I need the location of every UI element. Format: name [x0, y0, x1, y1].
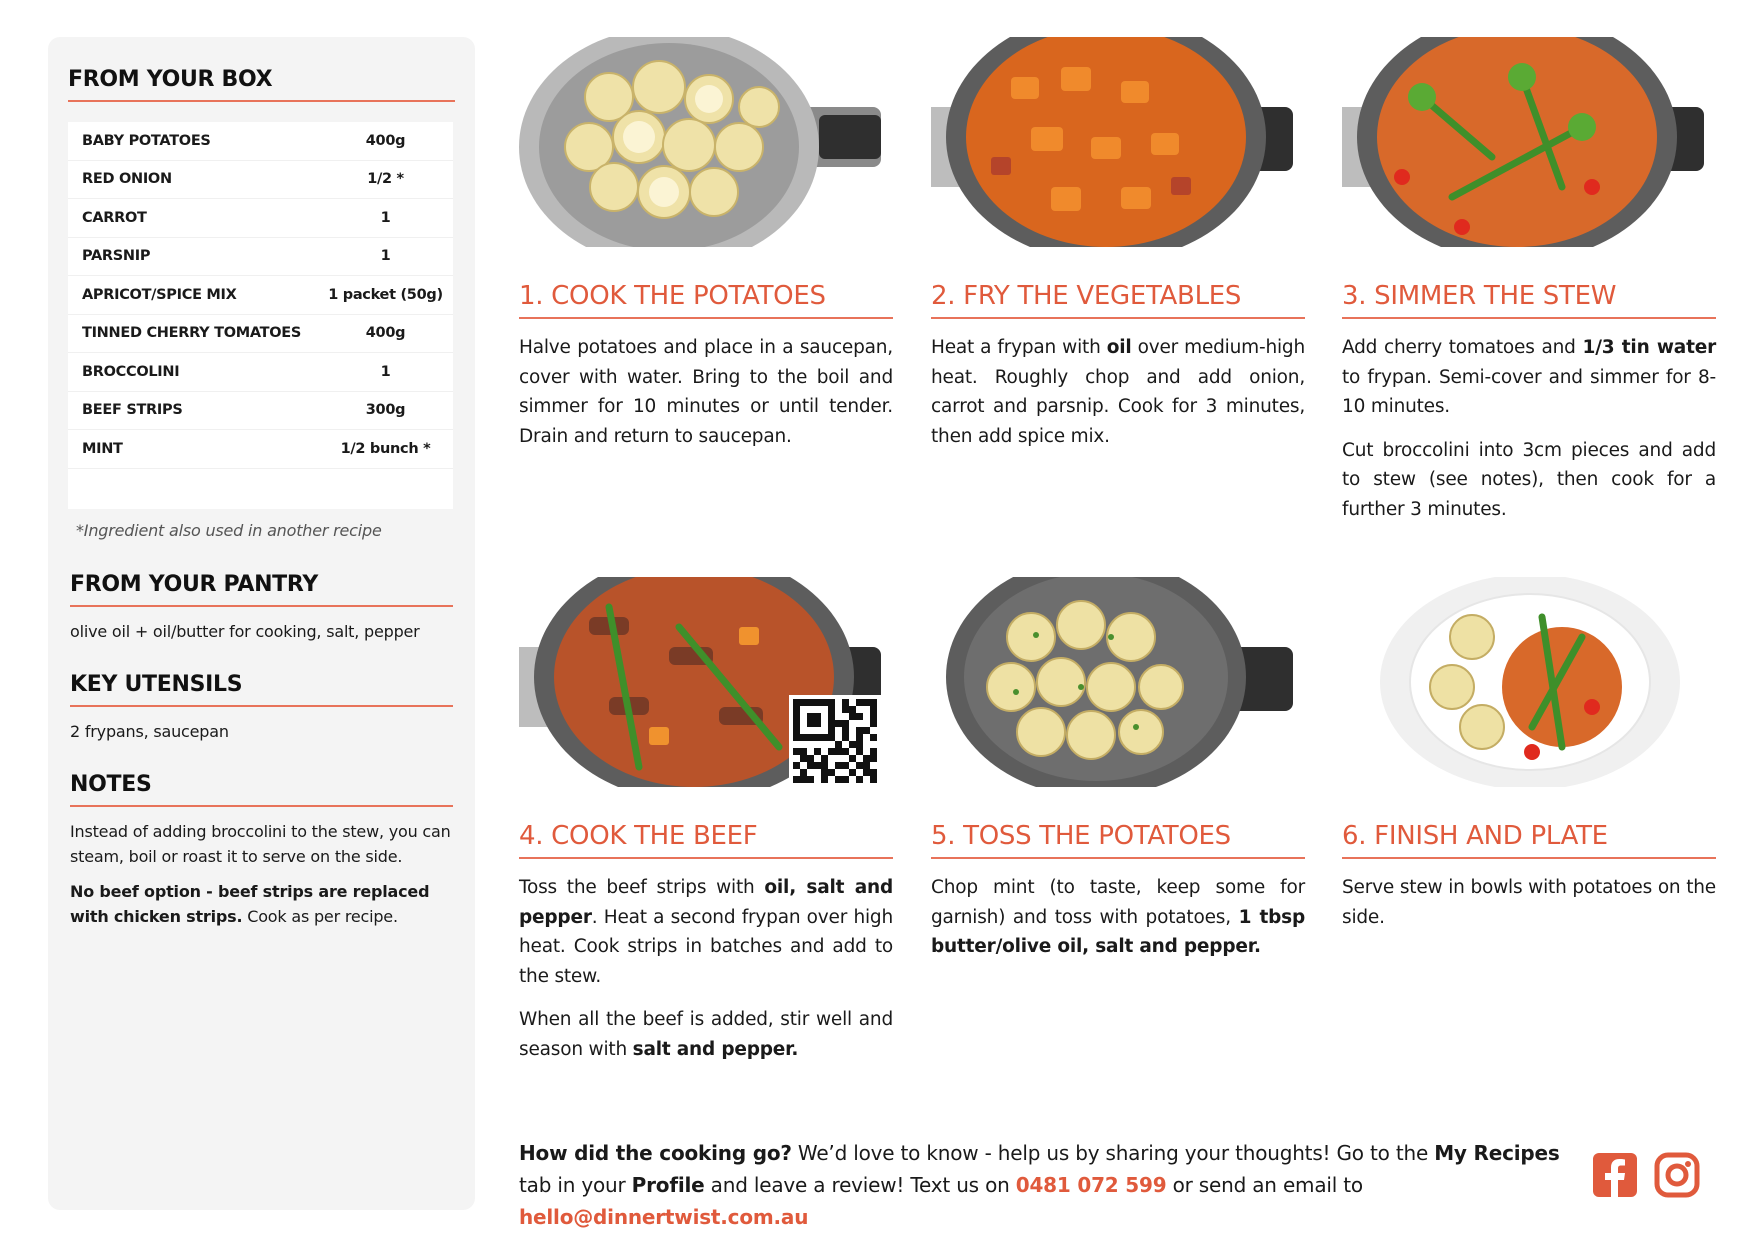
step-bold-text: 1/3 tin water [1582, 337, 1717, 358]
step-paragraph [519, 333, 893, 451]
pantry-section [70, 572, 453, 644]
step-text: Add cherry tomatoes and [1342, 337, 1583, 358]
ingredient-qty: 1/2 bunch * [340, 440, 431, 457]
simmering-stew-image [1342, 37, 1704, 247]
step-5 [931, 577, 1305, 962]
step-3-photo [1342, 37, 1704, 247]
ingredient-qty: 1 [380, 248, 391, 265]
step-6 [1342, 577, 1716, 932]
step-text: Toss the beef strips with [519, 877, 765, 898]
footer-text-3: and leave a review! Text us on [704, 1173, 1016, 1197]
ingredient-row [68, 161, 453, 200]
ingredient-qty: 1 [380, 209, 391, 226]
step-text: to frypan. Semi-cover and simmer for 8-10 minutes. [1342, 366, 1716, 417]
step-3-body [1342, 333, 1716, 524]
plated-dish-image [1342, 577, 1704, 787]
footer-text-2: tab in your [519, 1173, 632, 1197]
ingredient-row [68, 276, 453, 315]
ingredient-qty: 1/2 * [367, 171, 404, 188]
ingredient-name: APRICOT/SPICE MIX [82, 286, 237, 303]
ingredient-name: BEEF STRIPS [82, 402, 183, 419]
ingredient-qty: 400g [365, 325, 406, 342]
step-6-body [1342, 873, 1716, 932]
step-5-photo [931, 577, 1293, 787]
step-2-title: 2. FRY THE VEGETABLES [931, 281, 1305, 319]
step-text: Chop mint (to taste, keep some for garnish) and toss with potatoes, [931, 877, 1305, 928]
step-2 [931, 37, 1305, 451]
feedback-footer [519, 1137, 1569, 1233]
footer-text-1: We’d love to know - help us by sharing your thoughts! Go to the [791, 1141, 1435, 1165]
notes-text-1: Instead of adding broccolini to the stew, you can steam, boil or roast it to serve on the side. [70, 821, 451, 866]
step-bold-text: 1 tbsp butter/olive oil, salt and pepper. [931, 906, 1305, 957]
utensils-section [70, 672, 453, 744]
step-bold-text: oil [1106, 337, 1132, 358]
step-4-photo [519, 577, 881, 787]
step-text: Halve potatoes and place in a saucepan, cover with water. Bring to the boil and simmer for 10 minutes or until tender. Drain and return to saucepan. [519, 337, 893, 447]
fried-vegetables-image [931, 37, 1293, 247]
step-6-title: 6. FINISH AND PLATE [1342, 821, 1716, 859]
ingredient-qty: 1 packet (50g) [328, 286, 443, 303]
step-3-title: 3. SIMMER THE STEW [1342, 281, 1716, 319]
ingredient-name: PARSNIP [82, 248, 151, 265]
step-6-photo [1342, 577, 1704, 787]
ingredient-name: BROCCOLINI [82, 363, 180, 380]
phone-link[interactable]: 0481 072 599 [1015, 1173, 1167, 1197]
notes-bold-text: No beef option - beef strips are replaced with chicken strips. [70, 881, 430, 926]
ingredient-name: TINNED CHERRY TOMATOES [82, 325, 302, 342]
ingredient-name: RED ONION [82, 171, 172, 188]
step-text: When all the beef is added, stir well and season with [519, 1009, 893, 1060]
pantry-title: FROM YOUR PANTRY [70, 572, 453, 607]
ingredient-row [68, 315, 453, 354]
step-5-body [931, 873, 1305, 962]
ingredient-row-empty [68, 469, 453, 509]
qr-code-icon[interactable] [789, 695, 881, 787]
step-text: Heat a frypan with [931, 337, 1107, 358]
ingredient-name: MINT [82, 440, 123, 457]
ingredient-table [68, 122, 453, 509]
ingredient-row [68, 122, 453, 161]
step-paragraph [519, 873, 893, 991]
step-5-title: 5. TOSS THE POTATOES [931, 821, 1305, 859]
notes-rest-text: Cook as per recipe. [242, 906, 398, 926]
instagram-icon[interactable] [1654, 1152, 1700, 1198]
notes-section [70, 772, 453, 929]
footer-text-4: or send an email to [1166, 1173, 1363, 1197]
ingredient-name: CARROT [82, 209, 147, 226]
facebook-icon[interactable] [1592, 1152, 1638, 1198]
ingredient-row [68, 238, 453, 277]
step-paragraph [931, 333, 1305, 451]
step-paragraph [519, 1005, 893, 1064]
ingredient-qty: 1 [380, 363, 391, 380]
step-3 [1342, 37, 1716, 524]
step-1-photo [519, 37, 881, 247]
step-bold-text: salt and pepper. [632, 1038, 799, 1060]
my-recipes-link[interactable]: My Recipes [1434, 1141, 1560, 1165]
pantry-text: olive oil + oil/butter for cooking, salt, pepper [70, 621, 420, 641]
ingredient-footnote: *Ingredient also used in another recipe [76, 520, 382, 540]
email-link[interactable]: hello@dinnertwist.com.au [519, 1205, 809, 1229]
ingredient-row [68, 353, 453, 392]
tossed-potatoes-image [931, 577, 1293, 787]
step-bold-text: oil, salt and pepper [519, 877, 894, 928]
profile-link[interactable]: Profile [631, 1173, 705, 1197]
ingredient-row [68, 430, 453, 469]
step-paragraph [1342, 333, 1716, 422]
from-box-title: FROM YOUR BOX [68, 67, 455, 102]
ingredient-name: BABY POTATOES [82, 132, 211, 149]
ingredient-row [68, 392, 453, 431]
step-2-photo [931, 37, 1293, 247]
step-2-body [931, 333, 1305, 451]
step-paragraph [1342, 436, 1716, 525]
step-paragraph [1342, 873, 1716, 932]
step-text: Cut broccolini into 3cm pieces and add to stew (see notes), then cook for a further 3 minutes. [1342, 439, 1716, 520]
notes-title: NOTES [70, 772, 453, 807]
ingredient-row [68, 199, 453, 238]
step-text: Serve stew in bowls with potatoes on the side. [1342, 877, 1716, 928]
notes-text-2 [70, 879, 453, 929]
step-1-body [519, 333, 893, 451]
step-4 [519, 577, 893, 1064]
footer-question: How did the cooking go? [519, 1141, 792, 1165]
utensils-title: KEY UTENSILS [70, 672, 453, 707]
step-4-body [519, 873, 893, 1064]
ingredients-sidebar [48, 37, 475, 1210]
ingredient-qty: 400g [365, 132, 406, 149]
step-text: . Heat a second frypan over high heat. Cook strips in batches and add to the stew. [519, 906, 893, 987]
step-paragraph [931, 873, 1305, 962]
step-text: over medium-high heat. Roughly chop and add onion, carrot and parsnip. Cook for 3 minutes, then add spice mix. [931, 337, 1305, 447]
step-1 [519, 37, 893, 451]
ingredient-qty: 300g [365, 402, 406, 419]
potatoes-saucepan-image [519, 37, 881, 247]
step-4-title: 4. COOK THE BEEF [519, 821, 893, 859]
step-1-title: 1. COOK THE POTATOES [519, 281, 893, 319]
utensils-text: 2 frypans, saucepan [70, 721, 229, 741]
